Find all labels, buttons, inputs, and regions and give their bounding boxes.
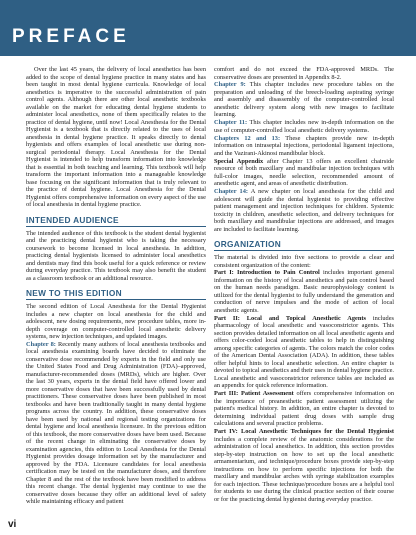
chapters-12-13-item: [214, 135, 394, 158]
part-2-text: includes pharmacology of local anesthetic and vasoconstrictor agents. This section provides detailed information on all local anesthetic agents and offers color-coded local anesthetic tables to help in distinguishing among specific categories of agents. The colors match the color codes of the American Dental Association (ADA). In addition, these tables offer helpful hints to local anesthetic selection. An entire chapter is devoted to topical anesthetics and their uses in dental hygiene practice. Local anesthetic and vasoconstrictor reference tables are included as an appendix for quick reference information.: [214, 314, 394, 389]
chapter-9-link[interactable]: Chapter 9:: [214, 81, 246, 88]
section-heading-new-edition: NEW TO THIS EDITION: [26, 288, 206, 300]
page-number: vi: [8, 519, 17, 530]
part-3-item: [214, 390, 394, 428]
chapter-11-link[interactable]: Chapter 11:: [214, 119, 248, 126]
chapter-8-text: Recently many authors of local anesthesia textbooks and local anesthesia examining boards have decided to eliminate the conservative dose recommended by experts in the field and only use the United States Food and Drug Administration (FDA)–approved, manufacturer-recommended doses (MRDs), which are higher. Over the last 30 years, experts in the dental field have offered lower and more conservative doses that have been successfully used by dental practitioners. These conservative doses have been published in most textbooks and have been traditionally taught in many dental hygiene programs across the country. In addition, these conservative doses have been used by national and regional testing organizations for dental hygiene and local anesthesia licensure. In the previous edition of this textbook, the more conservative doses have been used. Because of the recent change in eliminating the conservative doses by examination agencies, this edition to Local Anesthesia for the Dental Hygienist provides dosage information set by the manufacturer and approved by the FDA. Licensure candidates for local anesthesia certification may be tested on the manufacturer doses, and therefore Chapter 8 and the rest of the textbook have been modified to address this recent change. The dental hygienist may continue to use the conservative doses because they offer an additional level of safety while maintaining efficacy and patient: [26, 340, 207, 505]
section-heading-intended-audience: INTENDED AUDIENCE: [26, 215, 206, 227]
chapter-8-item: [26, 341, 206, 506]
right-column: [214, 66, 394, 504]
chapters-12-13-link[interactable]: Chapters 12 and 13:: [214, 134, 281, 142]
part-1-item: [214, 269, 394, 314]
part-3-text: offers comprehensive information on the importance of preanesthetic patient assessment utilizing the patient's medical history. In addition, an entire chapter is devoted to determining individual patient drug doses with sample drug calculations and several practice problems.: [214, 390, 394, 427]
chapter-14-link[interactable]: Chapter 14:: [214, 188, 249, 195]
chapter-9-item: [214, 81, 394, 119]
part-4-item: [214, 428, 394, 503]
part-1-text: includes important general information on the history of local anesthetics and pain control based on the human needs paradigm. Basic neurophysiology content is utilized for the dental hygienist to fully understand the generation and conduction of nerve impulses and the mode of action of local anesthetic agents.: [214, 269, 394, 314]
header-band: [0, 0, 416, 56]
intro-paragraph: Over the last 45 years, the delivery of local anesthetics has been added to the scope of dental hygiene practice in many states and has been taught in most dental hygiene curricula. Knowledge of local anesthetics is imperative to the successful administration of pain control agents. Although there are other local anesthetic textbooks available on the market for educating dental hygiene students to administer local anesthetics, none of them specifically relates to the practice of dental hygiene, until now! Local Anesthesia for the Dental Hygienist is a textbook that is directly related to the uses of local anesthesia in dental hygiene practice. It speaks directly to dental hygienists and offers examples of local anesthetic use during non-surgical periodontal therapy. Local Anesthesia for the Dental Hygienist is intended to help transform information into knowledge that is essential in both teaching and learning. This textbook will help transform the important information into a manageable knowledge base focusing on the significant information that is truly relevant to the practice of dental hygiene. Local Anesthesia for the Dental Hygienist offers comprehensive information on every aspect of the use of local anesthesia in dental hygiene practice.: [26, 66, 206, 208]
chapter-14-text: A new chapter on local anesthesia for the child and adolescent will guide the dental hygienist to providing effective patient management and injection techniques for children. Systemic toxicity in children, anesthetic selection, and delivery techniques for both maxillary and mandibular injections are addressed, and images are included to facilitate learning.: [214, 188, 394, 233]
part-2-item: [214, 315, 394, 390]
special-appendix-item: [214, 158, 394, 188]
part-4-text: includes a complete review of the anatomic considerations for the administration of local anesthetics. In addition, this section provides step-by-step instruction on how to set up the local anesthetic armamentarium, and technique/procedure boxes provide step-by-step instructions on how to perform specific injections for both the maxillary and mandibular arches with syringe stabilization examples for each injection. These technique/procedure boxes are a helpful tool for students to use during the clinical practice section of their course or for the practicing dental hygienist during everyday practice.: [214, 435, 394, 503]
left-column: [26, 66, 206, 506]
chapter-8-link[interactable]: Chapter 8:: [26, 340, 56, 348]
chapter-14-item: [214, 188, 394, 233]
part-1-label: Part I: Introduction to Pain Control: [214, 269, 320, 276]
chapter-11-text: This chapter includes new in-depth information on the use of computer-controlled local anesthetic delivery systems.: [214, 119, 394, 134]
new-edition-paragraph: The second edition of Local Anesthesia for the Dental Hygienist includes a new chapter on local anesthesia for the child and adolescent, new dosing requirements, new procedure tables, more in-depth coverage on computer-controlled local anesthetic delivery systems, new injection techniques, and updated images.: [26, 303, 206, 340]
organization-paragraph: The material is divided into five sections to provide a clear and consistent organization of the content:: [214, 254, 394, 269]
chapters-12-13-text: These chapters provide new in-depth information on intraseptal injections, periodontal ligament injections, and the Vazirani-Akinosi mandibular block.: [214, 134, 394, 157]
part-4-label: Part IV: Local Anesthetic Techniques for the Dental Hygienist: [214, 428, 394, 435]
special-appendix-label: Special Appendix: [214, 157, 264, 165]
chapter-11-item: [214, 119, 394, 134]
special-appendix-text: after Chapter 13 offers an excellent chairside resource of both maxillary and mandibular injection techniques with full-color images, needle selection, recommended amount of anesthetic agent, and areas of anesthetic distribution.: [214, 157, 394, 187]
audience-paragraph: The intended audience of this textbook is the student dental hygienist and the practicing dental hygienist who is taking the necessary coursework to become licensed in local anesthesia. In addition, practicing dental hygienists licensed to administer local anesthetics and dentists may find this book useful for a quick reference or review during everyday practice. This textbook may also benefit the student as a classroom textbook or an additional resource.: [26, 229, 206, 282]
page-title: PREFACE: [12, 26, 130, 47]
chapter-9-text: This chapter includes new procedure tables on the preparation and unloading of the breech-loading aspirating syringe and assembly and disassembly of the computer-controlled local anesthetic delivery system along with new images to facilitate learning.: [214, 81, 394, 118]
part-3-label: Part III: Patient Assessment: [214, 390, 294, 397]
section-heading-organization: ORGANIZATION: [214, 239, 394, 251]
continued-paragraph: comfort and do not exceed the FDA-approved MRDs. The conservative doses are presented in Appendix 8-2.: [214, 66, 394, 81]
part-2-label: Part II: Local and Topical Anesthetic Agents: [214, 314, 366, 322]
